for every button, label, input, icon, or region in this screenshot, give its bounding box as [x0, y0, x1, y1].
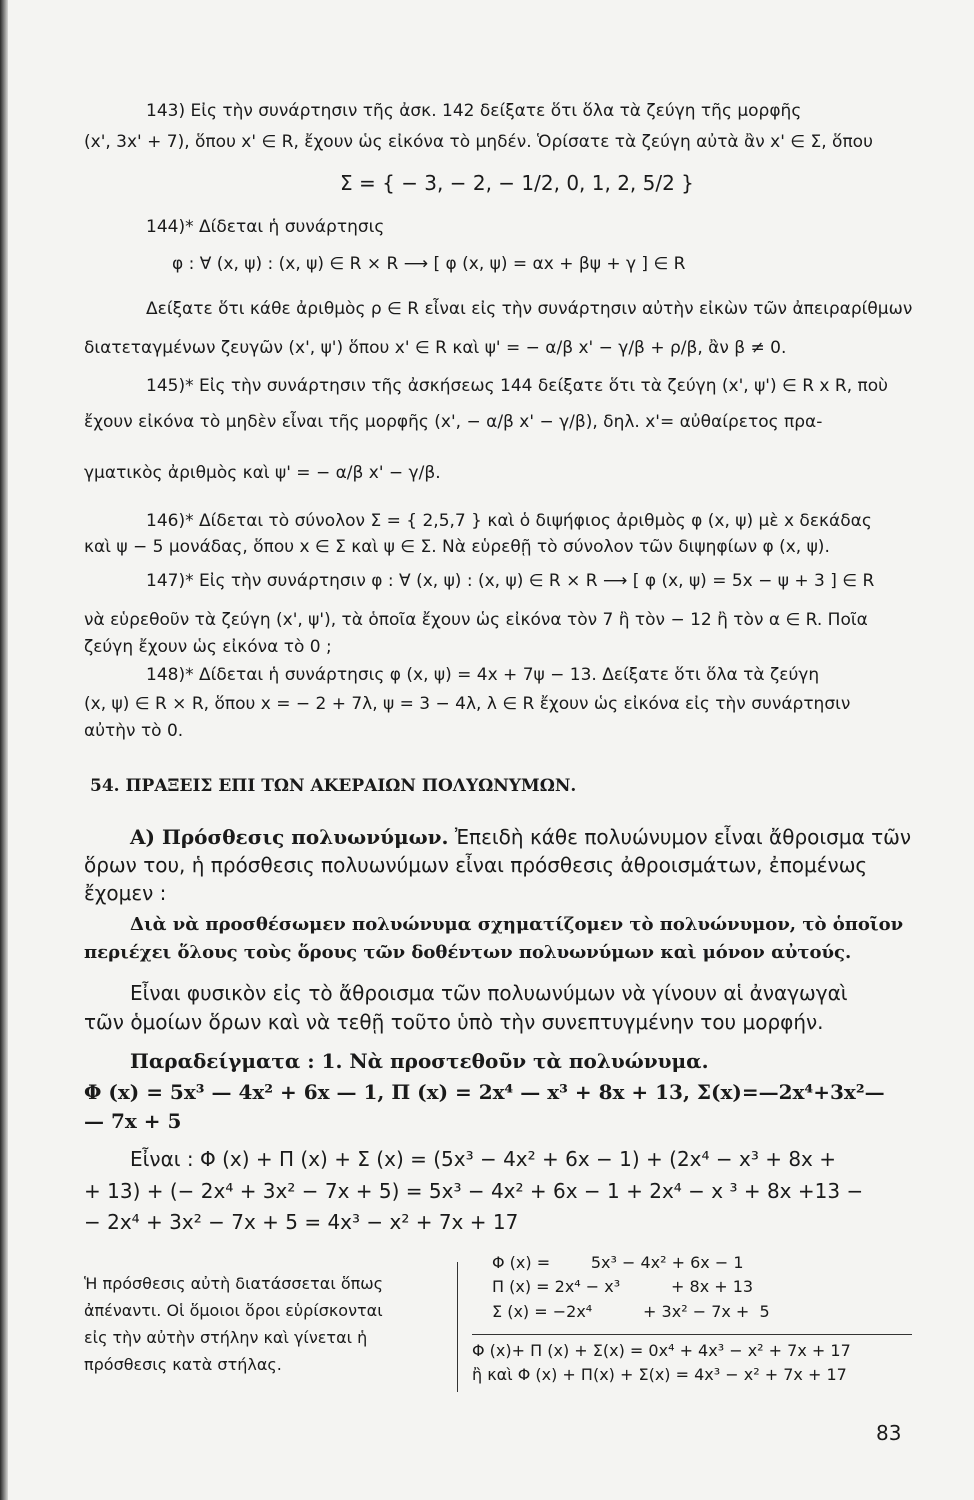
example-polys-line1: Φ (x) = 5x³ — 4x² + 6x — 1, Π (x) = 2x⁴ — x³ + 8x + 13, Σ(x)=—2x⁴+3x²—	[84, 1080, 885, 1104]
example-eq-line3: − 2x⁴ + 3x² − 7x + 5 = 4x³ − x² + 7x + 17	[84, 1210, 519, 1234]
note-line4: πρόσθεσις κατὰ στήλας.	[84, 1355, 282, 1374]
page-binding-edge	[0, 0, 8, 1500]
paragraph2-line1: Εἶναι φυσικὸν εἰς τὸ ἄθροισμα τῶν πολυωνύμων νὰ γίνουν αἱ ἀναγωγαὶ	[130, 981, 848, 1005]
paragraph1-line3: ἔχομεν :	[84, 881, 167, 905]
subsection-title: Α) Πρόσθεσις πολυωνύμων.	[130, 825, 449, 849]
ex144-line1: 144)* Δίδεται ἡ συνάρτησις	[146, 217, 385, 237]
note-line3: εἰς τὴν αὐτὴν στήλην καὶ γίνεται ἡ	[84, 1328, 368, 1347]
example-eq-line1: Εἶναι : Φ (x) + Π (x) + Σ (x) = (5x³ − 4x² + 6x − 1) + (2x⁴ − x³ + 8x +	[130, 1147, 837, 1171]
ex147-line1: 147)* Εἰς τὴν συνάρτησιν φ : ∀ (x, ψ) : (x, ψ) ∈ R × R ⟶ [ φ (x, ψ) = 5x − ψ + 3 ] ∈ R	[146, 571, 875, 591]
column-divider	[457, 1262, 458, 1392]
table-sum-line1: Φ (x)+ Π (x) + Σ(x) = 0x⁴ + 4x³ − x² + 7x + 17	[472, 1341, 851, 1360]
table-row-sigma: Σ (x) = −2x⁴ + 3x² − 7x + 5	[492, 1302, 770, 1321]
ex148-line1: 148)* Δίδεται ἡ συνάρτησις φ (x, ψ) = 4x + 7ψ − 13. Δείξατε ὅτι ὅλα τὰ ζεύγη	[146, 665, 820, 685]
ex145-line1: 145)* Εἰς τὴν συνάρτησιν τῆς ἀσκήσεως 144 δείξατε ὅτι τὰ ζεύγη (x', ψ') ∈ R x R, ποὺ	[146, 376, 888, 396]
ex146-line1: 146)* Δίδεται τὸ σύνολον Σ = { 2,5,7 } καὶ ὁ διψήφιος ἀριθμὸς φ (x, ψ) μὲ x δεκάδας	[146, 511, 872, 531]
rule-line1: Διὰ νὰ προσθέσωμεν πολυώνυμα σχηματίζομεν τὸ πολυώνυμον, τὸ ὁποῖον	[130, 914, 904, 935]
table-row-phi: Φ (x) = 5x³ − 4x² + 6x − 1	[492, 1253, 744, 1272]
ex144-line3: διατεταγμένων ζευγῶν (x', ψ') ὅπου x' ∈ R καὶ ψ' = − α/β x' − γ/β + ρ/β, ἂν β ≠ 0.	[84, 338, 787, 358]
paragraph1-line2: ὅρων του, ἡ πρόσθεσις πολυωνύμων εἶναι πρόσθεσις ἀθροισμάτων, ἐπομένως	[84, 853, 868, 877]
example-heading: Παραδείγματα : 1. Νὰ προστεθοῦν τὰ πολυώνυμα.	[130, 1049, 709, 1073]
subsection-intro: Ἐπειδὴ κάθε πολυώνυμον εἶναι ἄθροισμα τῶν	[448, 825, 912, 849]
ex148-line3: αὐτὴν τὸ 0.	[84, 721, 184, 741]
section-heading: 54. ΠΡΑΞΕΙΣ ΕΠΙ ΤΩΝ ΑΚΕΡΑΙΩΝ ΠΟΛΥΩΝΥΜΩΝ.	[90, 776, 577, 796]
table-sum-line2: ἢ καὶ Φ (x) + Π(x) + Σ(x) = 4x³ − x² + 7x + 17	[472, 1365, 847, 1384]
ex148-line2: (x, ψ) ∈ R × R, ὅπου x = − 2 + 7λ, ψ = 3 − 4λ, λ ∈ R ἔχουν ὡς εἰκόνα εἰς τὴν συνάρτησιν	[84, 694, 851, 714]
ex144-formula: φ : ∀ (x, ψ) : (x, ψ) ∈ R × R ⟶ [ φ (x, ψ) = αx + βψ + γ ] ∈ R	[172, 254, 686, 274]
ex147-line3: ζεύγη ἔχουν ὡς εἰκόνα τὸ 0 ;	[84, 637, 332, 657]
ex145-line3: γματικὸς ἀριθμὸς καὶ ψ' = − α/β x' − γ/β.	[84, 463, 441, 483]
note-line2: ἀπέναντι. Οἱ ὅμοιοι ὅροι εὑρίσκονται	[84, 1301, 383, 1320]
paragraph2-line2: τῶν ὁμοίων ὅρων καὶ νὰ τεθῇ τοῦτο ὑπὸ τὴν συνεπτυγμένην του μορφήν.	[84, 1010, 824, 1034]
ex143-line1: 143) Εἰς τὴν συνάρτησιν τῆς ἀσκ. 142 δείξατε ὅτι ὅλα τὰ ζεύγη τῆς μορφῆς	[146, 101, 802, 121]
ex147-line2: νὰ εὑρεθοῦν τὰ ζεύγη (x', ψ'), τὰ ὁποῖα ἔχουν ὡς εἰκόνα τὸν 7 ἢ τὸν − 12 ἢ τὸν α ∈ R. Ποῖα	[84, 610, 868, 630]
ex146-line2: καὶ ψ − 5 μονάδας, ὅπου x ∈ Σ καὶ ψ ∈ Σ. Νὰ εὑρεθῇ τὸ σύνολον τῶν διψηφίων φ (x, ψ).	[84, 537, 830, 557]
table-row-pi: Π (x) = 2x⁴ − x³ + 8x + 13	[492, 1277, 754, 1296]
ex144-line2: Δείξατε ὅτι κάθε ἀριθμὸς ρ ∈ R εἶναι εἰς τὴν συνάρτησιν αὐτὴν εἰκὼν τῶν ἀπειραρίθμων	[146, 299, 913, 319]
ex143-set: Σ = { − 3, − 2, − 1/2, 0, 1, 2, 5/2 }	[340, 171, 694, 195]
note-line1: Ἡ πρόσθεσις αὐτὴ διατάσσεται ὅπως	[84, 1274, 384, 1293]
example-eq-line2: + 13) + (− 2x⁴ + 3x² − 7x + 5) = 5x³ − 4x² + 6x − 1 + 2x⁴ − x ³ + 8x +13 −	[84, 1179, 864, 1203]
ex145-line2: ἔχουν εἰκόνα τὸ μηδὲν εἶναι τῆς μορφῆς (x', − α/β x' − γ/β), δηλ. x'= αὐθαίρετος πρα-	[84, 412, 823, 432]
rule-line2: περιέχει ὅλους τοὺς ὅρους τῶν δοθέντων πολυωνύμων καὶ μόνον αὐτούς.	[84, 942, 852, 963]
subsection-line1	[130, 824, 911, 850]
page-number: 83	[876, 1421, 902, 1445]
ex143-line2: (x', 3x' + 7), ὅπου x' ∈ R, ἔχουν ὡς εἰκόνα τὸ μηδέν. Ὁρίσατε τὰ ζεύγη αὐτὰ ἂν x' ∈ Σ, ὅπου	[84, 132, 873, 152]
sum-rule	[472, 1334, 912, 1335]
example-polys-line2: — 7x + 5	[84, 1109, 182, 1133]
